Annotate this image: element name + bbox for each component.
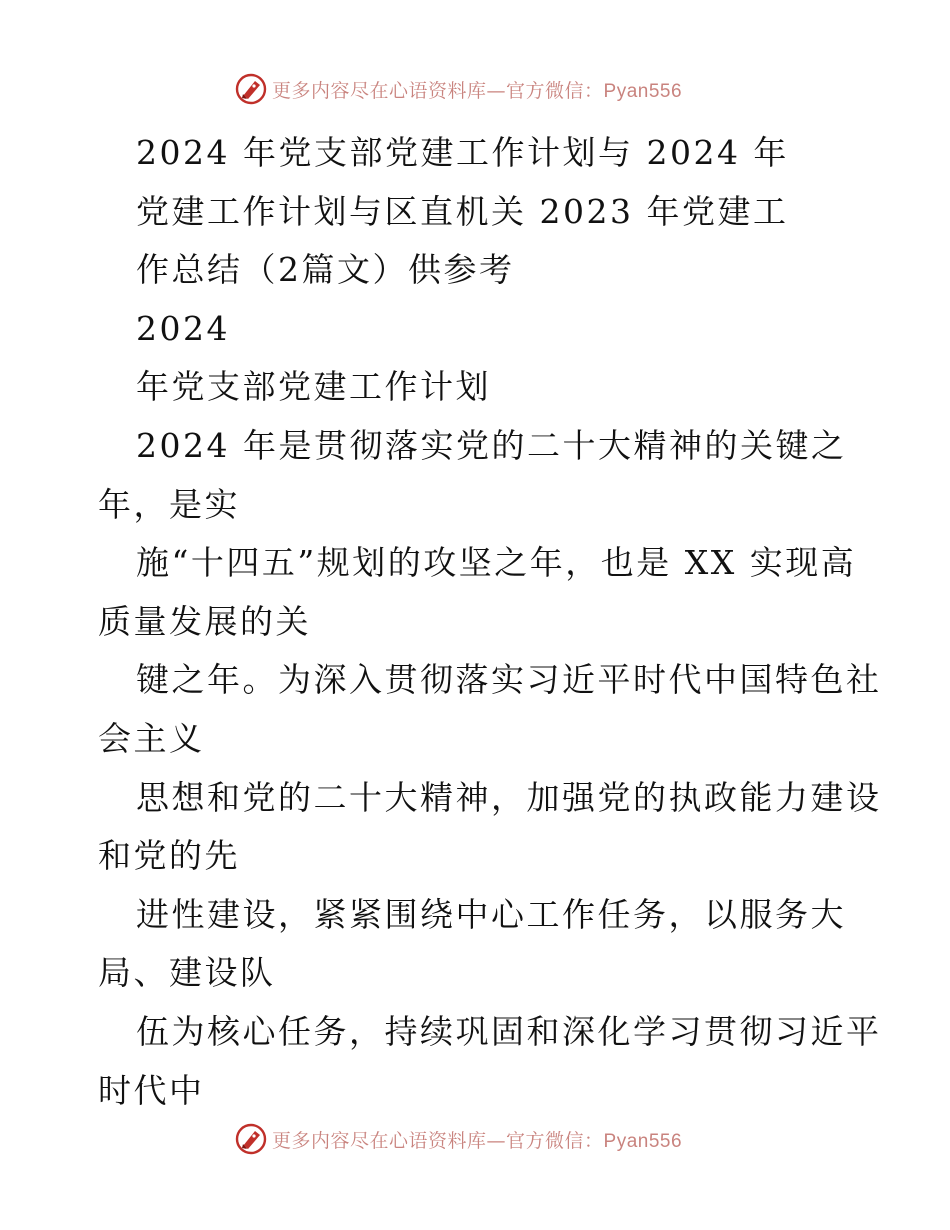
paragraph-line: 和党的先	[98, 836, 240, 876]
paragraph-line: 会主义	[98, 718, 205, 758]
paragraph-line: 2024 年党支部党建工作计划与 2024 年	[136, 133, 789, 172]
paragraph-line: 局、建设队	[98, 953, 276, 993]
pen-nib-icon	[234, 72, 268, 106]
banner-text	[272, 76, 682, 103]
paragraph-line: 进性建设，紧紧围绕中心工作任务，以服务大	[136, 894, 846, 934]
banner-slogan: 更多内容尽在心语资料库—官方微信：	[272, 79, 604, 102]
paragraph-line: 质量发展的关	[98, 601, 311, 641]
banner-wechat-id: Pyan556	[603, 80, 683, 102]
paragraph-line: 作总结（2篇文）供参考	[136, 250, 515, 290]
pen-nib-icon	[234, 1122, 268, 1156]
paragraph-line: 2024 年是贯彻落实党的二十大精神的关键之	[136, 425, 847, 465]
paragraph-line: 伍为核心任务，持续巩固和深化学习贯彻习近平	[136, 1011, 882, 1051]
footer-banner[interactable]	[234, 1122, 714, 1156]
paragraph-line: 时代中	[98, 1070, 205, 1110]
paragraph-line: 施“十四五”规划的攻坚之年，也是 XX 实现高	[136, 543, 857, 583]
banner-slogan: 更多内容尽在心语资料库—官方微信：	[272, 1129, 604, 1152]
paragraph-line: 思想和党的二十大精神，加强党的执政能力建设	[136, 777, 882, 817]
paragraph-line: 年党支部党建工作计划	[136, 367, 491, 407]
paragraph-line: 2024	[136, 308, 230, 348]
paragraph-line: 键之年。为深入贯彻落实习近平时代中国特色社	[136, 660, 882, 700]
banner-wechat-id: Pyan556	[603, 1130, 683, 1152]
document-body	[98, 124, 882, 1120]
banner-text	[272, 1126, 682, 1153]
paragraph-line: 年，是实	[98, 484, 240, 524]
header-banner[interactable]	[234, 72, 714, 106]
paragraph-line: 党建工作计划与区直机关 2023 年党建工	[136, 191, 789, 231]
